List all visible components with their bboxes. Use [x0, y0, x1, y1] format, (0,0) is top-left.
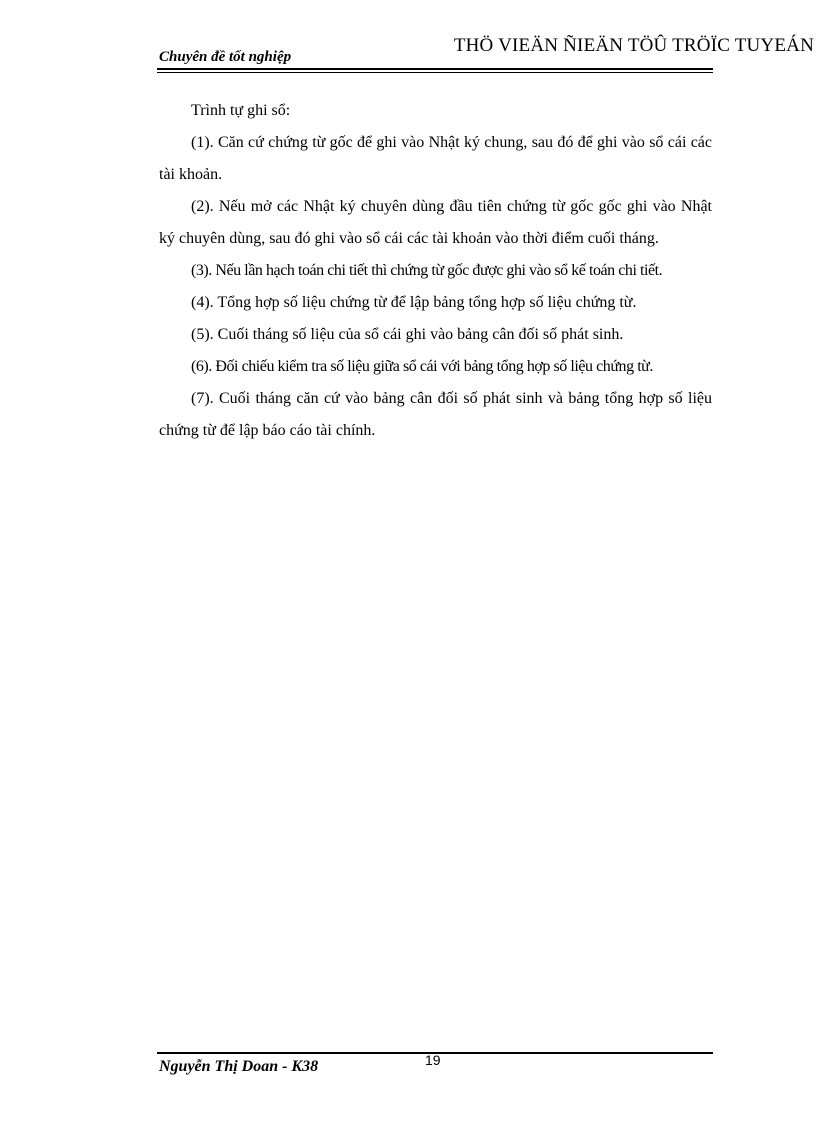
- paragraph-step-2: (2). Nếu mở các Nhật ký chuyên dùng đầu tiên chứng từ gốc gốc ghi vào Nhật ký chuyên dùng, sau đó ghi vào sổ cái các tài khoản vào thời điểm cuối tháng.: [159, 198, 712, 247]
- paragraph-step-1: (1). Căn cứ chứng từ gốc để ghi vào Nhật ký chung, sau đó để ghi vào sổ cái các tài khoản.: [159, 134, 712, 183]
- paragraph-step-4: (4). Tổng hợp số liệu chứng từ để lập bảng tổng hợp số liệu chứng từ.: [191, 294, 637, 311]
- footer-author: Nguyễn Thị Doan - K38: [159, 1058, 319, 1075]
- header-library-banner: THÖ VIEÄN ÑIEÄN TÖÛ TRÖÏC TUYEÁN: [453, 35, 814, 56]
- page-number: 19: [425, 1052, 441, 1068]
- header-divider-thin: [157, 72, 713, 73]
- header-divider: [157, 68, 713, 70]
- paragraph-step-3: (3). Nếu lần hạch toán chi tiết thì chứng từ gốc được ghi vào sổ kế toán chi tiết.: [191, 262, 663, 279]
- paragraph-intro: Trình tự ghi sổ:: [191, 102, 291, 119]
- document-body: [159, 95, 712, 447]
- paragraph-step-5: (5). Cuối tháng số liệu của sổ cái ghi vào bảng cân đối số phát sinh.: [191, 326, 624, 343]
- header-document-title: Chuyên đề tốt nghiệp: [159, 49, 292, 65]
- paragraph-step-7: (7). Cuối tháng căn cứ vào bảng cân đối số phát sinh và bảng tổng hợp số liệu chứng từ để lập báo cáo tài chính.: [159, 390, 712, 439]
- paragraph-step-6: (6). Đối chiếu kiểm tra số liệu giữa sổ cái với bảng tổng hợp số liệu chứng từ.: [191, 358, 653, 375]
